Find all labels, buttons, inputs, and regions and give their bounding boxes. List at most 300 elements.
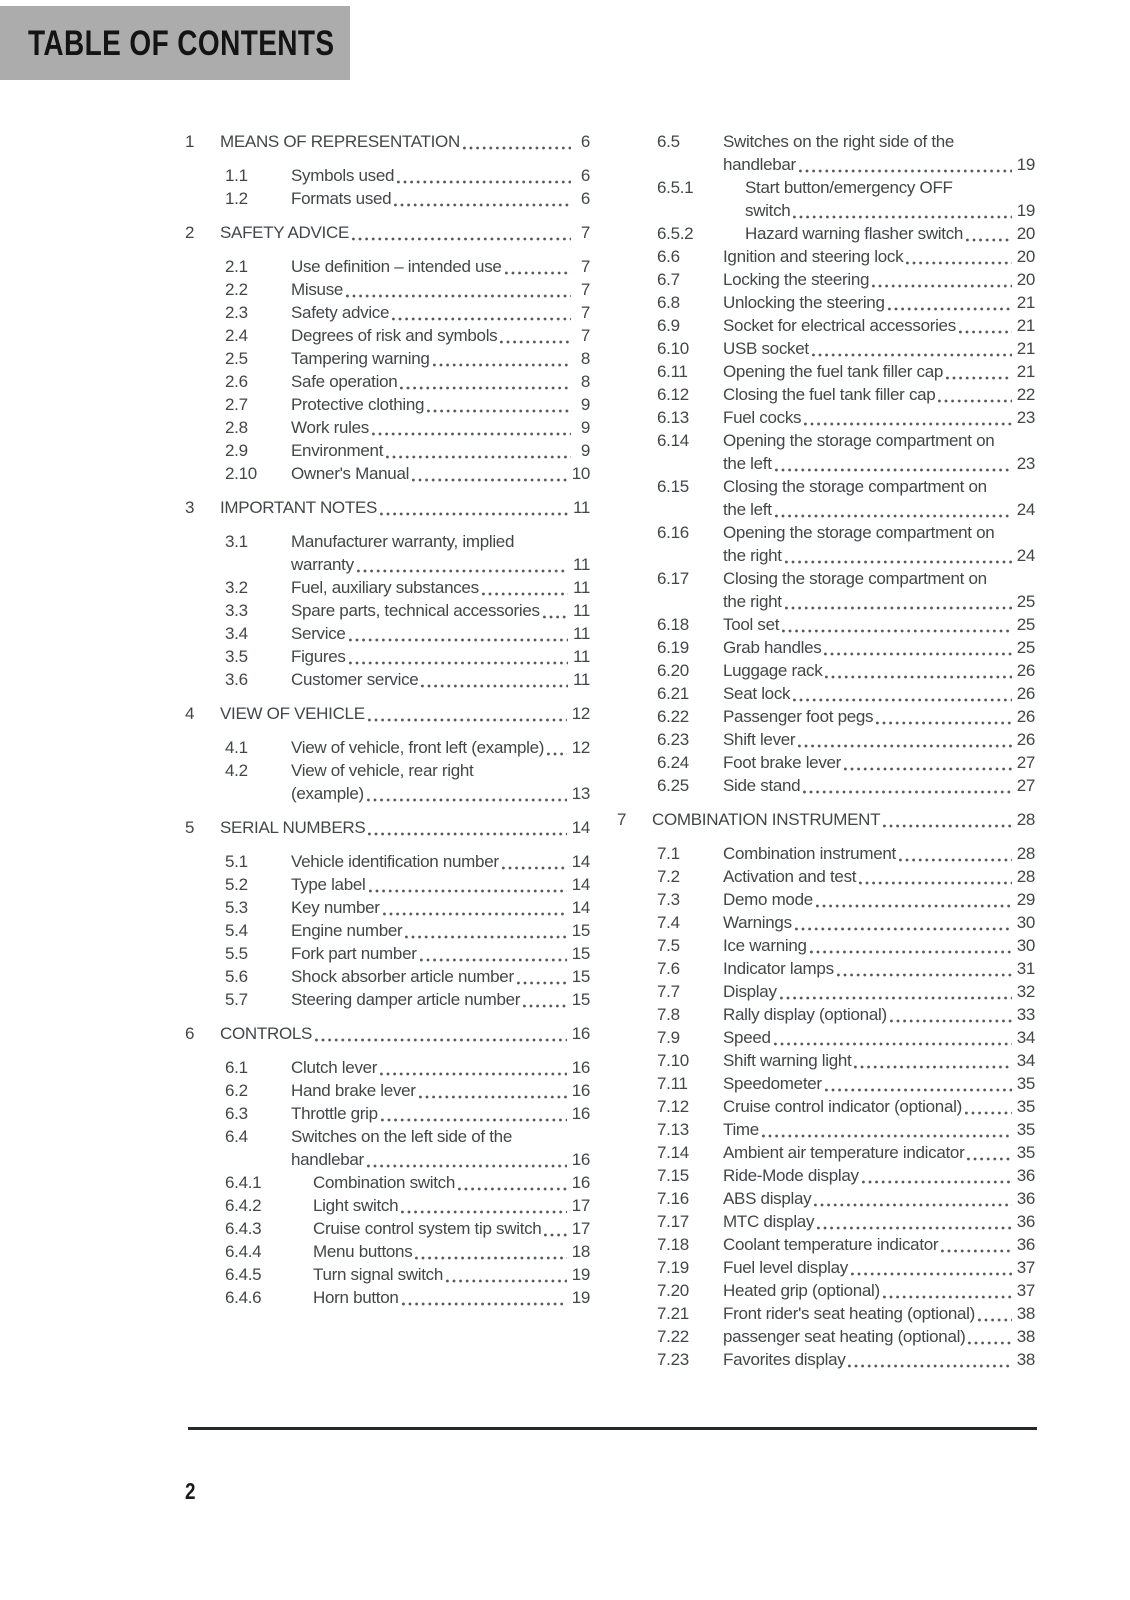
toc-entry-title: Shift lever [723, 730, 796, 749]
toc-entry-body [220, 816, 590, 839]
toc-entry[interactable] [185, 221, 590, 244]
dot-leader [349, 638, 568, 642]
dot-leader [966, 238, 1012, 242]
toc-entry-body [723, 1049, 1035, 1072]
dot-leader [810, 950, 1012, 954]
toc-entry[interactable] [617, 1325, 1035, 1348]
toc-entry-title-continued: (example) [291, 784, 364, 803]
toc-entry-number: 6.25 [657, 776, 689, 795]
toc-entry-title: Cruise control system tip switch [313, 1219, 542, 1238]
toc-entry-number: 4 [185, 704, 195, 723]
toc-entry[interactable] [617, 176, 1035, 222]
toc-entry-line [313, 1171, 590, 1194]
dot-leader [368, 718, 567, 722]
toc-entry[interactable] [185, 988, 590, 1011]
toc-entry-title-continued: warranty [291, 555, 354, 574]
toc-entry-number: 3.4 [225, 624, 248, 643]
toc-entry-line [291, 1056, 590, 1079]
toc-entry[interactable] [617, 1049, 1035, 1072]
toc-entry[interactable] [185, 668, 590, 691]
toc-entry-body [313, 1263, 590, 1286]
dot-leader [427, 409, 571, 413]
toc-entry-body [313, 1217, 590, 1240]
toc-entry[interactable] [185, 896, 590, 919]
dot-leader [817, 1226, 1012, 1230]
toc-entry-line [723, 1118, 1035, 1141]
toc-entry[interactable] [617, 865, 1035, 888]
toc-entry-number: 4.1 [225, 738, 248, 757]
toc-entry-line [723, 1095, 1035, 1118]
toc-entry-number: 6.4 [225, 1127, 248, 1146]
toc-entry-page: 26 [1016, 707, 1035, 726]
toc-entry-number: 6.4.5 [225, 1265, 262, 1284]
toc-entry-title: Favorites display [723, 1350, 846, 1369]
toc-entry[interactable] [617, 383, 1035, 406]
toc-entry-number: 2.8 [225, 418, 248, 437]
toc-entry-page: 35 [1016, 1120, 1035, 1139]
toc-entry[interactable] [185, 439, 590, 462]
toc-entry-page: 30 [1016, 936, 1035, 955]
dot-leader [420, 958, 567, 962]
toc-entry-title: Safety advice [291, 303, 390, 322]
toc-entry-line [291, 324, 590, 347]
toc-entry[interactable] [185, 919, 590, 942]
toc-entry-body [723, 911, 1035, 934]
toc-entry-body [723, 475, 1035, 521]
toc-entry[interactable] [617, 980, 1035, 1003]
dot-leader [785, 560, 1012, 564]
dot-leader [405, 935, 566, 939]
toc-entry[interactable] [617, 521, 1035, 567]
toc-entry[interactable] [185, 1056, 590, 1079]
toc-entry-body [723, 1072, 1035, 1095]
toc-entry[interactable] [617, 659, 1035, 682]
toc-entry-body [723, 1325, 1035, 1348]
toc-entry-body [723, 980, 1035, 1003]
toc-entry-number: 2.4 [225, 326, 248, 345]
toc-entry[interactable] [185, 1194, 590, 1217]
toc-entry-number: 7.14 [657, 1143, 689, 1162]
toc-entry-title: Locking the steering [723, 270, 870, 289]
toc-entry[interactable] [617, 888, 1035, 911]
dot-leader [762, 1134, 1012, 1138]
toc-entry-line [313, 1194, 590, 1217]
toc-entry[interactable] [617, 337, 1035, 360]
toc-entry-page: 20 [1016, 224, 1035, 243]
toc-entry[interactable] [617, 1003, 1035, 1026]
toc-entry-number: 7.11 [657, 1074, 688, 1093]
toc-entry[interactable] [617, 705, 1035, 728]
toc-entry-number: 6.4.3 [225, 1219, 262, 1238]
toc-entry-line [723, 842, 1035, 865]
toc-entry-body [291, 416, 590, 439]
toc-entry-body [723, 751, 1035, 774]
toc-entry-body [723, 1233, 1035, 1256]
toc-entry-title: Demo mode [723, 890, 813, 909]
toc-entry-body [313, 1240, 590, 1263]
dot-leader [369, 889, 567, 893]
toc-entry[interactable] [617, 567, 1035, 613]
toc-entry-title: Opening the storage compartment on [723, 431, 995, 450]
toc-entry[interactable] [617, 1072, 1035, 1095]
toc-entry[interactable] [185, 1263, 590, 1286]
toc-entry-number: 6.12 [657, 385, 689, 404]
toc-entry-title: Engine number [291, 921, 403, 940]
toc-entry-line [723, 1026, 1035, 1049]
toc-entry-body [291, 393, 590, 416]
toc-entry-body [723, 245, 1035, 268]
dot-leader [906, 261, 1011, 265]
toc-entry-number: 4.2 [225, 761, 248, 780]
toc-entry[interactable] [617, 475, 1035, 521]
toc-entry-title: Misuse [291, 280, 344, 299]
toc-entry-body [745, 176, 1035, 222]
dot-leader [401, 1210, 566, 1214]
toc-entry-page: 35 [1016, 1097, 1035, 1116]
toc-entry-line [723, 567, 1035, 590]
toc-entry-page: 23 [1016, 408, 1035, 427]
toc-entry-line [220, 496, 590, 519]
dot-leader [775, 468, 1012, 472]
toc-entry-number: 7.16 [657, 1189, 689, 1208]
toc-entry[interactable] [185, 1125, 590, 1171]
toc-entry-line [723, 1210, 1035, 1233]
toc-entry-title: Foot brake lever [723, 753, 842, 772]
toc-entry[interactable] [185, 576, 590, 599]
toc-entry-page: 19 [571, 1265, 590, 1284]
toc-entry-page: 19 [1016, 201, 1035, 220]
toc-entry-body [723, 268, 1035, 291]
toc-entry-number: 3 [185, 498, 195, 517]
toc-entry[interactable] [617, 245, 1035, 268]
toc-entry[interactable] [185, 255, 590, 278]
toc-entry-line [723, 268, 1035, 291]
toc-entry[interactable] [185, 1102, 590, 1125]
toc-entry-body [723, 1095, 1035, 1118]
toc-entry[interactable] [185, 164, 590, 187]
toc-entry-title: Front rider's seat heating (optional) [723, 1304, 976, 1323]
toc-entry-line [723, 1325, 1035, 1348]
toc-entry[interactable] [617, 1233, 1035, 1256]
toc-entry-line [291, 645, 590, 668]
toc-entry-number: 6.14 [657, 431, 689, 450]
toc-entry-page: 28 [1016, 844, 1035, 863]
toc-entry-number: 3.1 [225, 532, 248, 551]
toc-entry[interactable] [185, 736, 590, 759]
toc-entry-number: 2.2 [225, 280, 248, 299]
toc-entry[interactable] [185, 1079, 590, 1102]
toc-entry-number: 1.1 [225, 166, 248, 185]
toc-entry[interactable] [617, 728, 1035, 751]
toc-entry[interactable] [617, 613, 1035, 636]
toc-entry-title-continued: the left [723, 454, 772, 473]
dot-leader [854, 1065, 1011, 1069]
toc-entry[interactable] [185, 416, 590, 439]
toc-entry[interactable] [617, 1302, 1035, 1325]
toc-entry[interactable] [185, 1240, 590, 1263]
dot-leader [872, 284, 1012, 288]
dot-leader [415, 1256, 566, 1260]
toc-entry[interactable] [185, 278, 590, 301]
toc-entry[interactable] [617, 911, 1035, 934]
dot-leader [793, 698, 1011, 702]
toc-entry-page: 25 [1016, 638, 1035, 657]
toc-entry-number: 6.20 [657, 661, 689, 680]
toc-entry[interactable] [617, 751, 1035, 774]
toc-entry-line [291, 919, 590, 942]
toc-entry-number: 5.1 [225, 852, 248, 871]
toc-entry-body [723, 728, 1035, 751]
toc-entry-line [313, 1286, 590, 1309]
toc-entry[interactable] [185, 942, 590, 965]
toc-entry-page: 9 [580, 441, 590, 460]
toc-entry-number: 1.2 [225, 189, 248, 208]
page-title: TABLE OF CONTENTS [28, 24, 335, 63]
toc-entry-title: View of vehicle, rear right [291, 761, 474, 780]
toc-entry-page: 15 [571, 921, 590, 940]
toc-entry-body [291, 965, 590, 988]
toc-entry[interactable] [185, 324, 590, 347]
toc-entry-body [313, 1194, 590, 1217]
toc-entry-line [723, 1302, 1035, 1325]
toc-entry-title: Menu buttons [313, 1242, 413, 1261]
toc-entry[interactable] [185, 1171, 590, 1194]
dot-leader [517, 981, 567, 985]
toc-entry-body [220, 496, 590, 519]
toc-entry[interactable] [617, 957, 1035, 980]
dot-leader [959, 330, 1012, 334]
toc-entry[interactable] [185, 462, 590, 485]
toc-entry-body [723, 682, 1035, 705]
toc-entry-number: 7.23 [657, 1350, 689, 1369]
toc-entry[interactable] [185, 393, 590, 416]
toc-entry-body [291, 462, 590, 485]
toc-entry-number: 7.6 [657, 959, 680, 978]
toc-entry-number: 6.5.2 [657, 224, 694, 243]
toc-entry[interactable] [185, 622, 590, 645]
dot-leader [500, 340, 571, 344]
toc-entry[interactable] [617, 291, 1035, 314]
toc-entry[interactable] [185, 530, 590, 576]
toc-entry-title: Grab handles [723, 638, 822, 657]
toc-entry-body [313, 1171, 590, 1194]
toc-entry-body [723, 1187, 1035, 1210]
toc-entry[interactable] [185, 816, 590, 839]
toc-entry[interactable] [617, 360, 1035, 383]
toc-entry-number: 5.5 [225, 944, 248, 963]
toc-entry-page: 6 [580, 132, 590, 151]
toc-entry-page: 14 [571, 852, 590, 871]
toc-entry-body [291, 759, 590, 805]
toc-entry-number: 7.4 [657, 913, 680, 932]
toc-entry-body [291, 370, 590, 393]
toc-entry-page: 7 [580, 303, 590, 322]
dot-leader [433, 363, 571, 367]
toc-entry-title: Vehicle identification number [291, 852, 499, 871]
dot-leader [793, 215, 1011, 219]
toc-entry-line [291, 759, 590, 782]
dot-leader [888, 307, 1012, 311]
toc-entry[interactable] [185, 965, 590, 988]
dot-leader [368, 832, 566, 836]
toc-entry-page: 21 [1016, 293, 1035, 312]
toc-entry-title: Opening the storage compartment on [723, 523, 995, 542]
toc-entry-line [291, 850, 590, 873]
toc-entry[interactable] [617, 774, 1035, 797]
toc-entry-line [723, 1279, 1035, 1302]
page-header [0, 6, 350, 80]
dot-leader [837, 973, 1012, 977]
toc-entry-number: 6.11 [657, 362, 688, 381]
dot-leader [346, 294, 571, 298]
dot-leader [412, 478, 567, 482]
dot-leader [803, 790, 1011, 794]
toc-entry-line [723, 452, 1035, 475]
toc-entry-page: 16 [571, 1173, 590, 1192]
toc-entry-page: 24 [1016, 546, 1035, 565]
dot-leader [392, 317, 571, 321]
toc-entry[interactable] [617, 1187, 1035, 1210]
toc-entry[interactable] [617, 1141, 1035, 1164]
toc-entry-page: 20 [1016, 270, 1035, 289]
toc-entry[interactable] [617, 934, 1035, 957]
toc-entry-page: 11 [572, 624, 590, 643]
toc-entry[interactable] [185, 759, 590, 805]
toc-entry-body [291, 164, 590, 187]
dot-leader [967, 1157, 1011, 1161]
toc-entry[interactable] [185, 301, 590, 324]
toc-entry-line [291, 1102, 590, 1125]
toc-entry-body [723, 1256, 1035, 1279]
toc-entry-title: Coolant temperature indicator [723, 1235, 939, 1254]
toc-entry-title: COMBINATION INSTRUMENT [652, 810, 881, 829]
toc-entry[interactable] [185, 850, 590, 873]
toc-entry-title: Work rules [291, 418, 369, 437]
toc-entry-number: 3.6 [225, 670, 248, 689]
toc-entry-title-continued: switch [745, 201, 791, 220]
toc-entry[interactable] [617, 1164, 1035, 1187]
toc-entry-body [723, 383, 1035, 406]
toc-entry[interactable] [617, 1095, 1035, 1118]
toc-entry-number: 7.3 [657, 890, 680, 909]
toc-entry-number: 5 [185, 818, 195, 837]
toc-entry[interactable] [617, 1118, 1035, 1141]
toc-entry[interactable] [185, 370, 590, 393]
toc-entry-line [220, 1022, 590, 1045]
toc-entry[interactable] [617, 1210, 1035, 1233]
toc-entry[interactable] [185, 187, 590, 210]
toc-entry[interactable] [185, 1217, 590, 1240]
toc-entry-line [723, 544, 1035, 567]
toc-entry-number: 6.22 [657, 707, 689, 726]
toc-entry-page: 23 [1016, 454, 1035, 473]
toc-entry-body [723, 1302, 1035, 1325]
toc-entry-number: 3.5 [225, 647, 248, 666]
toc-entry-page: 37 [1016, 1281, 1035, 1300]
toc-entry-page: 12 [571, 704, 590, 723]
dot-leader [812, 353, 1012, 357]
toc-entry-number: 5.2 [225, 875, 248, 894]
toc-entry-number: 7.12 [657, 1097, 689, 1116]
toc-entry-page: 7 [580, 257, 590, 276]
toc-entry-title: Ambient air temperature indicator [723, 1143, 965, 1162]
toc-entry[interactable] [617, 636, 1035, 659]
toc-entry-body [723, 842, 1035, 865]
toc-entry-title: Speedometer [723, 1074, 822, 1093]
toc-entry-number: 7.2 [657, 867, 680, 886]
toc-entry-body [291, 530, 590, 576]
toc-entry[interactable] [617, 1256, 1035, 1279]
toc-entry-title: Seat lock [723, 684, 791, 703]
toc-entry[interactable] [185, 130, 590, 153]
dot-leader [386, 455, 571, 459]
toc-entry-number: 6.10 [657, 339, 689, 358]
toc-entry[interactable] [185, 1286, 590, 1309]
toc-entry[interactable] [185, 1022, 590, 1045]
toc-entry-line [723, 613, 1035, 636]
toc-entry[interactable] [617, 1026, 1035, 1049]
toc-entry[interactable] [617, 222, 1035, 245]
toc-entry-title: Indicator lamps [723, 959, 834, 978]
dot-leader [804, 422, 1011, 426]
dot-leader [380, 1072, 567, 1076]
toc-entry-title: IMPORTANT NOTES [220, 498, 378, 517]
dot-leader [547, 752, 567, 756]
toc-entry-title: Switches on the right side of the [723, 132, 955, 151]
toc-entry-body [291, 896, 590, 919]
toc-entry[interactable] [185, 645, 590, 668]
toc-entry[interactable] [185, 496, 590, 519]
toc-entry-page: 21 [1016, 362, 1035, 381]
dot-leader [421, 684, 567, 688]
toc-entry-number: 5.7 [225, 990, 248, 1009]
toc-entry-page: 36 [1016, 1235, 1035, 1254]
toc-entry-page: 32 [1016, 982, 1035, 1001]
toc-entry[interactable] [617, 682, 1035, 705]
toc-entry-line [723, 1256, 1035, 1279]
toc-entry[interactable] [617, 268, 1035, 291]
toc-entry[interactable] [617, 842, 1035, 865]
toc-entry-line [723, 636, 1035, 659]
toc-entry-body [723, 1348, 1035, 1371]
toc-entry[interactable] [185, 702, 590, 725]
toc-entry[interactable] [617, 429, 1035, 475]
toc-entry[interactable] [617, 1348, 1035, 1371]
toc-entry-body [723, 1118, 1035, 1141]
toc-entry[interactable] [617, 406, 1035, 429]
toc-entry[interactable] [185, 873, 590, 896]
toc-entry-title: Type label [291, 875, 366, 894]
dot-leader [968, 1341, 1011, 1345]
toc-entry[interactable] [617, 130, 1035, 176]
toc-entry[interactable] [617, 314, 1035, 337]
dot-leader [780, 996, 1012, 1000]
toc-entry-title: Ice warning [723, 936, 807, 955]
toc-entry-page: 16 [571, 1104, 590, 1123]
toc-entry-number: 6.4.2 [225, 1196, 262, 1215]
toc-entry-body [723, 613, 1035, 636]
toc-entry-page: 11 [572, 578, 590, 597]
toc-entry[interactable] [617, 808, 1035, 831]
toc-entry[interactable] [185, 347, 590, 370]
toc-entry-line [723, 682, 1035, 705]
toc-entry[interactable] [185, 599, 590, 622]
toc-entry-title: Luggage rack [723, 661, 823, 680]
dot-leader [938, 399, 1011, 403]
toc-entry-page: 19 [1016, 155, 1035, 174]
toc-entry-body [291, 622, 590, 645]
toc-entry[interactable] [617, 1279, 1035, 1302]
